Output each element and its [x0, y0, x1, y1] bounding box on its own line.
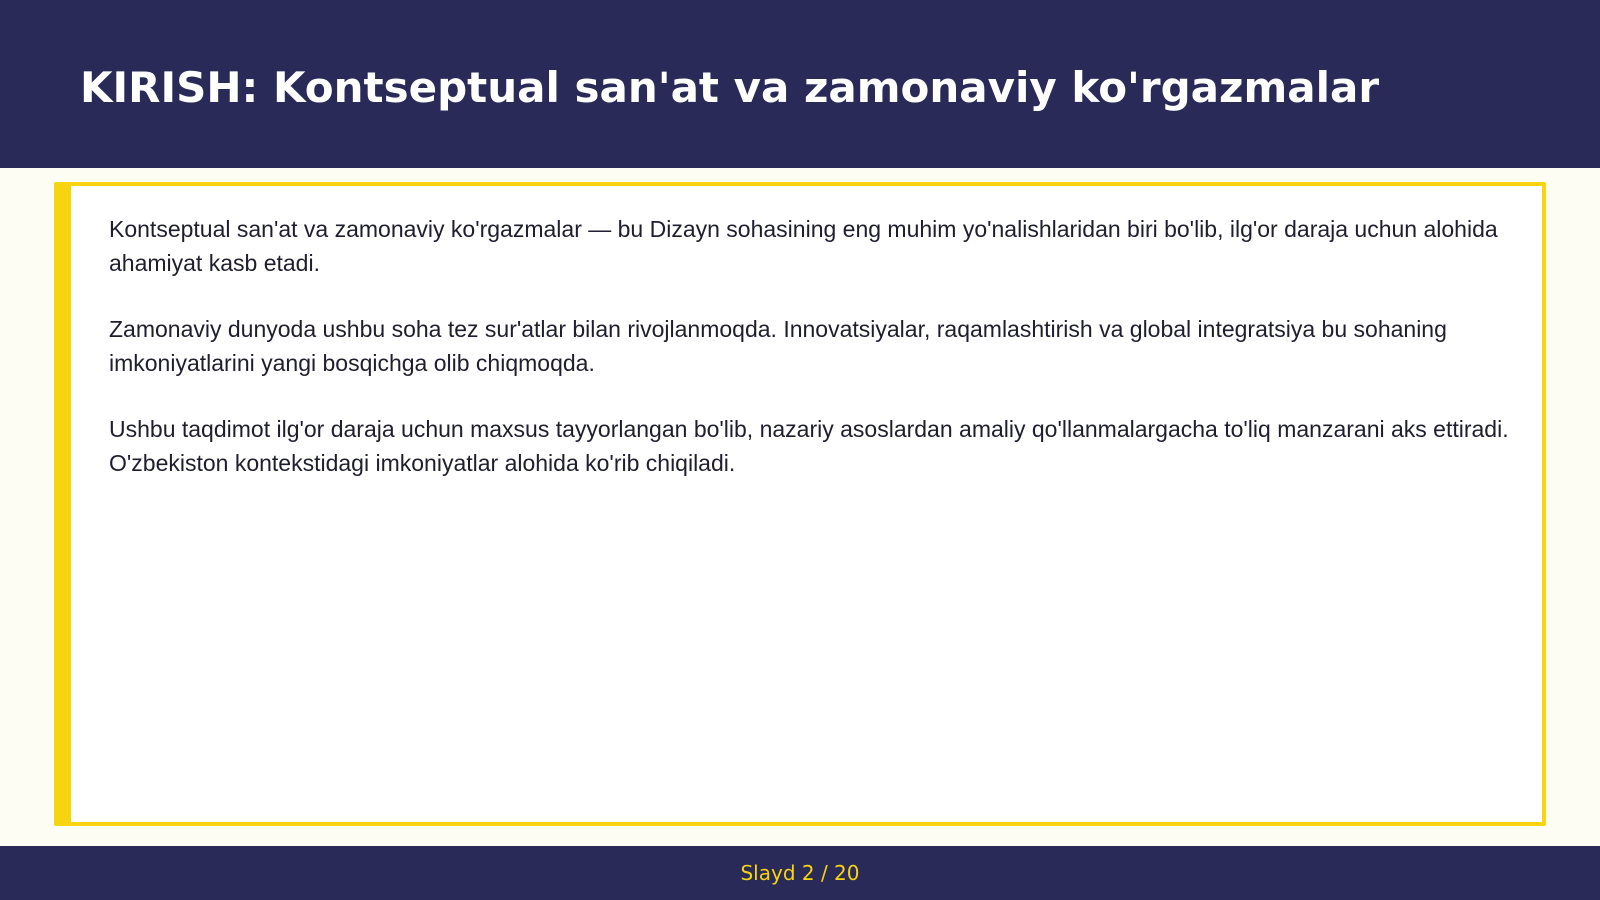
paragraph-presentation-scope: Ushbu taqdimot ilg'or daraja uchun maxsus tayyorlangan bo'lib, nazariy asoslardan amaliy qo'llanmalargacha to'liq manzarani aks ettiradi. O'zbekiston kontekstidagi imkoniyatlar alohida ko'rib chiqiladi.: [109, 416, 1509, 476]
paragraph-modern-world: Zamonaviy dunyoda ushbu soha tez sur'atlar bilan rivojlanmoqda. Innovatsiyalar, raqamlashtirish va global integratsiya bu sohaning imkoniyatlarini yangi bosqichga olib chiqmoqda.: [109, 316, 1447, 376]
content-text: [109, 212, 1529, 512]
slide-footer: [0, 846, 1600, 900]
slide-header: [0, 0, 1600, 168]
content-panel: [54, 182, 1546, 826]
paragraph-intro: Kontseptual san'at va zamonaviy ko'rgazmalar — bu Dizayn sohasining eng muhim yo'nalishlaridan biri bo'lib, ilg'or daraja uchun alohida ahamiyat kasb etadi.: [109, 216, 1498, 276]
slide-number: Slayd 2 / 20: [740, 861, 860, 885]
slide-title: KIRISH: Kontseptual san'at va zamonaviy ko'rgazmalar: [80, 63, 1380, 112]
